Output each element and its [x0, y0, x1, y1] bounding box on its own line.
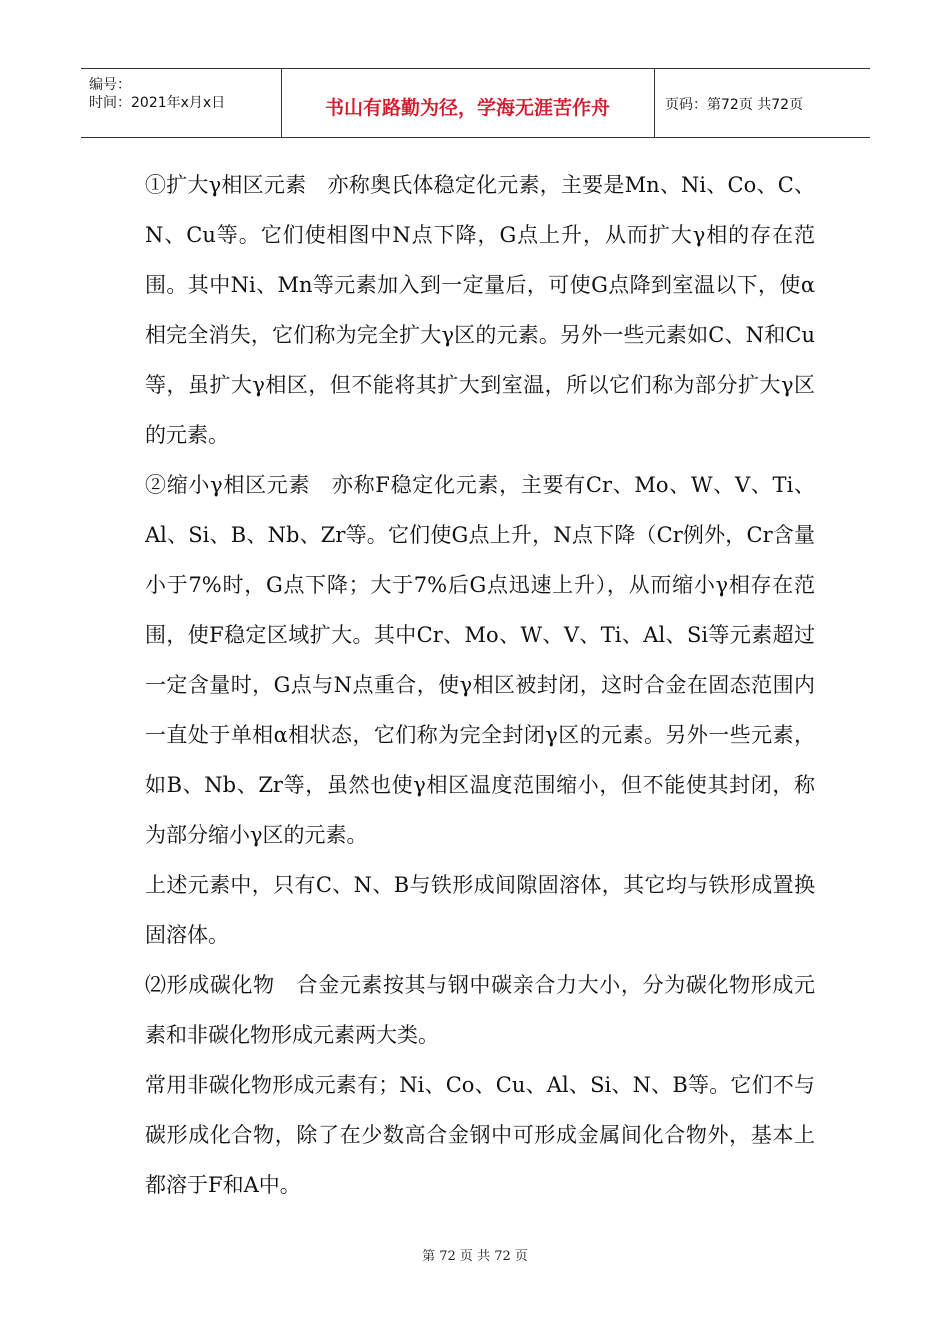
document-date-label: 时间：2021年x月x日 [89, 95, 226, 111]
document-header [81, 68, 870, 138]
paragraph-shrink-gamma: ②缩小γ相区元素 亦称F稳定化元素，主要有Cr、Mo、W、V、Ti、Al、Si、B、Nb、Zr等。它们使G点上升，N点下降（Cr例外，Cr含量小于7%时，G点下降；大于7%后G点迅速上升），从而缩小γ相存在范围，使F稳定区域扩大。其中Cr、Mo、W、V、Ti、Al、Si等元素超过一定含量时，G点与N点重合，使γ相区被封闭，这时合金在固态范围内一直处于单相α相状态，它们称为完全封闭γ区的元素。另外一些元素，如B、Nb、Zr等，虽然也使γ相区温度范围缩小，但不能使其封闭，称为部分缩小γ区的元素。 [145, 473, 815, 847]
header-motto-cell [281, 69, 655, 137]
paragraph-solid-solution: 上述元素中，只有C、N、B与铁形成间隙固溶体，其它均与铁形成置换固溶体。 [145, 873, 815, 947]
document-body [145, 160, 815, 1210]
header-motto: 书山有路勤为径，学海无涯苦作舟 [324, 97, 610, 119]
page-footer: 第 72 页 共 72 页 [422, 1249, 528, 1264]
paragraph-non-carbide-elements: 常用非碳化物形成元素有；Ni、Co、Cu、Al、Si、N、B等。它们不与碳形成化合物，除了在少数高合金钢中可形成金属间化合物外，基本上都溶于F和A中。 [145, 1073, 815, 1197]
document-number-label: 编号： [89, 77, 131, 93]
header-meta-cell [81, 69, 282, 137]
header-page-cell [655, 69, 870, 137]
paragraph-expand-gamma: ①扩大γ相区元素 亦称奥氏体稳定化元素，主要是Mn、Ni、Co、C、N、Cu等。它们使相图中N点下降，G点上升，从而扩大γ相的存在范围。其中Ni、Mn等元素加入到一定量后，可使G点降到室温以下，使α相完全消失，它们称为完全扩大γ区的元素。另外一些元素如C、N和Cu等，虽扩大γ相区，但不能将其扩大到室温，所以它们称为部分扩大γ区的元素。 [145, 173, 815, 447]
paragraph-carbide-formation: ⑵形成碳化物 合金元素按其与钢中碳亲合力大小，分为碳化物形成元素和非碳化物形成元素两大类。 [145, 973, 815, 1047]
header-page-label: 页码：第72页 共72页 [665, 97, 804, 113]
